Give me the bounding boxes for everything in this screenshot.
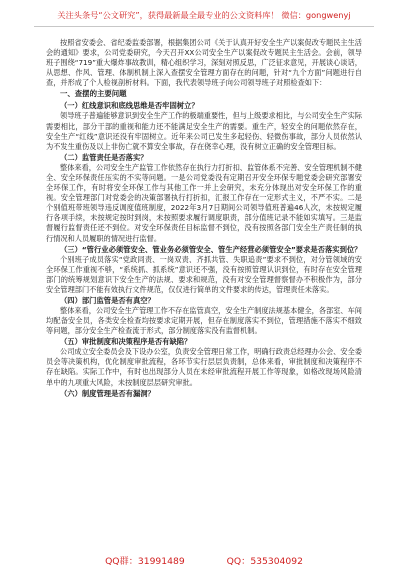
paragraph-approval: 公司成立安全委员会及下设办公室，负责安全管理日常工作，明确行政责总经理办公会、安全委员会等决策机构，优化制度审批流程，各环节实行层层负责制，总体来看，审批制度和决策程序不存在缺陷。实际工作中，有时也出现部分人员在未经审批流程开展工作等现象，如格改现场风险清单中的九项重大风险，未按制度层层研究审批。 [46,347,362,387]
header-divider [34,26,374,27]
page-footer [0,554,408,570]
subheading-three-musts: （三）“管行业必须管安全、管业务必须管安全、管生产经营必须管安全”要求是否落实到位？ [60,244,362,254]
page-header-notice: 关注头条号“公文研究”，获得最新最全最专业的公文资料库！ 微信：gongwenyj [57,10,351,20]
subheading-department-gap: （四）部门监管是否有真空？ [60,295,155,305]
footer-qq-group: QQ群：31991489 [105,556,185,567]
subheading-approval: （五）审批制度和决策程序是否有缺陷？ [60,337,192,347]
paragraph-department-gap: 整体来看，公司安全生产管理工作不存在监管真空，安全生产制度法规基本健全，各部室、车间均配备安全员，各类安全检查均按要求定期开展，但存在制度落实不到位，管理措施不落实不细致等问题，部分安全生产检查流于形式，部分制度落实没有监督机制。 [46,305,362,336]
paragraph-three-musts: 个别班子成员落实“党政同责、一岗双责、齐抓共管、失职追责”要求不到位，对分管领域的安全环保工作重视不够，“系统抓、抓系统”意识还不强，没有按照管理认识到位，有时存在安全管理部门的统筹规划意识下安全生产的法规、要求和规范，没有对安全管理督察督办不积极作为，部分安全管理部门不能有效执行文件规范，仅仅进行简单的文件要求的传达，管理责任未落实。 [46,254,362,294]
subheading-redline: （一）红线意识和底线思维是否牢固树立？ [60,101,199,111]
paragraph-redline: 领导班子普遍能够意识到安全生产工作的极端重要性，但与上级要求相比，与公司安全生产实际需要相比，部分干部的重视和能力还不能满足安全生产的需要。重生产，轻安全的问题依然存在，安全生产“红线”意识还没有牢固树立。近年来公司已发生多起轻伤、轻微伤事故，部分人员依然认为不发生重伤及以上非伤亡就不算安全事故，存在侥幸心理，没有树立正确的安全管理目标。 [46,111,362,151]
document-body [46,38,362,544]
footer-qq: QQ：535304092 [226,556,303,567]
subheading-regulations: （六）制度管理是否有漏洞？ [60,388,155,398]
paragraph-supervision: 整体来看，公司安全生产监管工作依然存在执行力打折扣、监管体系不完善、安全管理机制不健全、安全环保责任压实的不实等问题。一是公司党委没有定期召开安全环保专题党委会研究部署安全环保工作，有时将安全环保工作与其他工作一并上会研究，未充分体现出对安全环保工作的重视。安全管理部门对党委会的决策部署执行打折扣，汇报工作存在一定形式主义，不严不实。二是个别值班带班领导违反调度值班制度，2022年3月7日期间公司领导值班普遍46人次，未按规定履行各项手续，未按规定按时到岗，未按照要求履行调度职责，部分值班记录不能如实填写。三是监督履行监督责任还不到位。对安全环保责任目标监督不到位，没有按照各部门安全生产责任制的执行情况和人员履职的情况进行监督。 [46,162,362,243]
intro-paragraph: 按照省安委会、省纪委监委部署，根据集团公司《关于认真开好安全生产以案促改专题民主生活会的通知》要求，公司党委研究，今天召开XX公司安全生产以案促改专题民主生活会。会前，领导班子围绕“719”重大爆炸事故教训，精心组织学习，深刻对照反思，广泛征求意见，开展谈心谈话，从思想、作风、管理、体制机制上深入查摆安全管理方面存在的问题，针对“九个方面”问题进行自查，并形成了个人检视剖析材料。下面，我代表领导班子向公司领导班子对照检查如下： [46,38,362,88]
section-heading-problems: 一、查摆的主要问题 [60,89,127,99]
subheading-supervision: （二）监管责任是否落实？ [60,152,148,162]
